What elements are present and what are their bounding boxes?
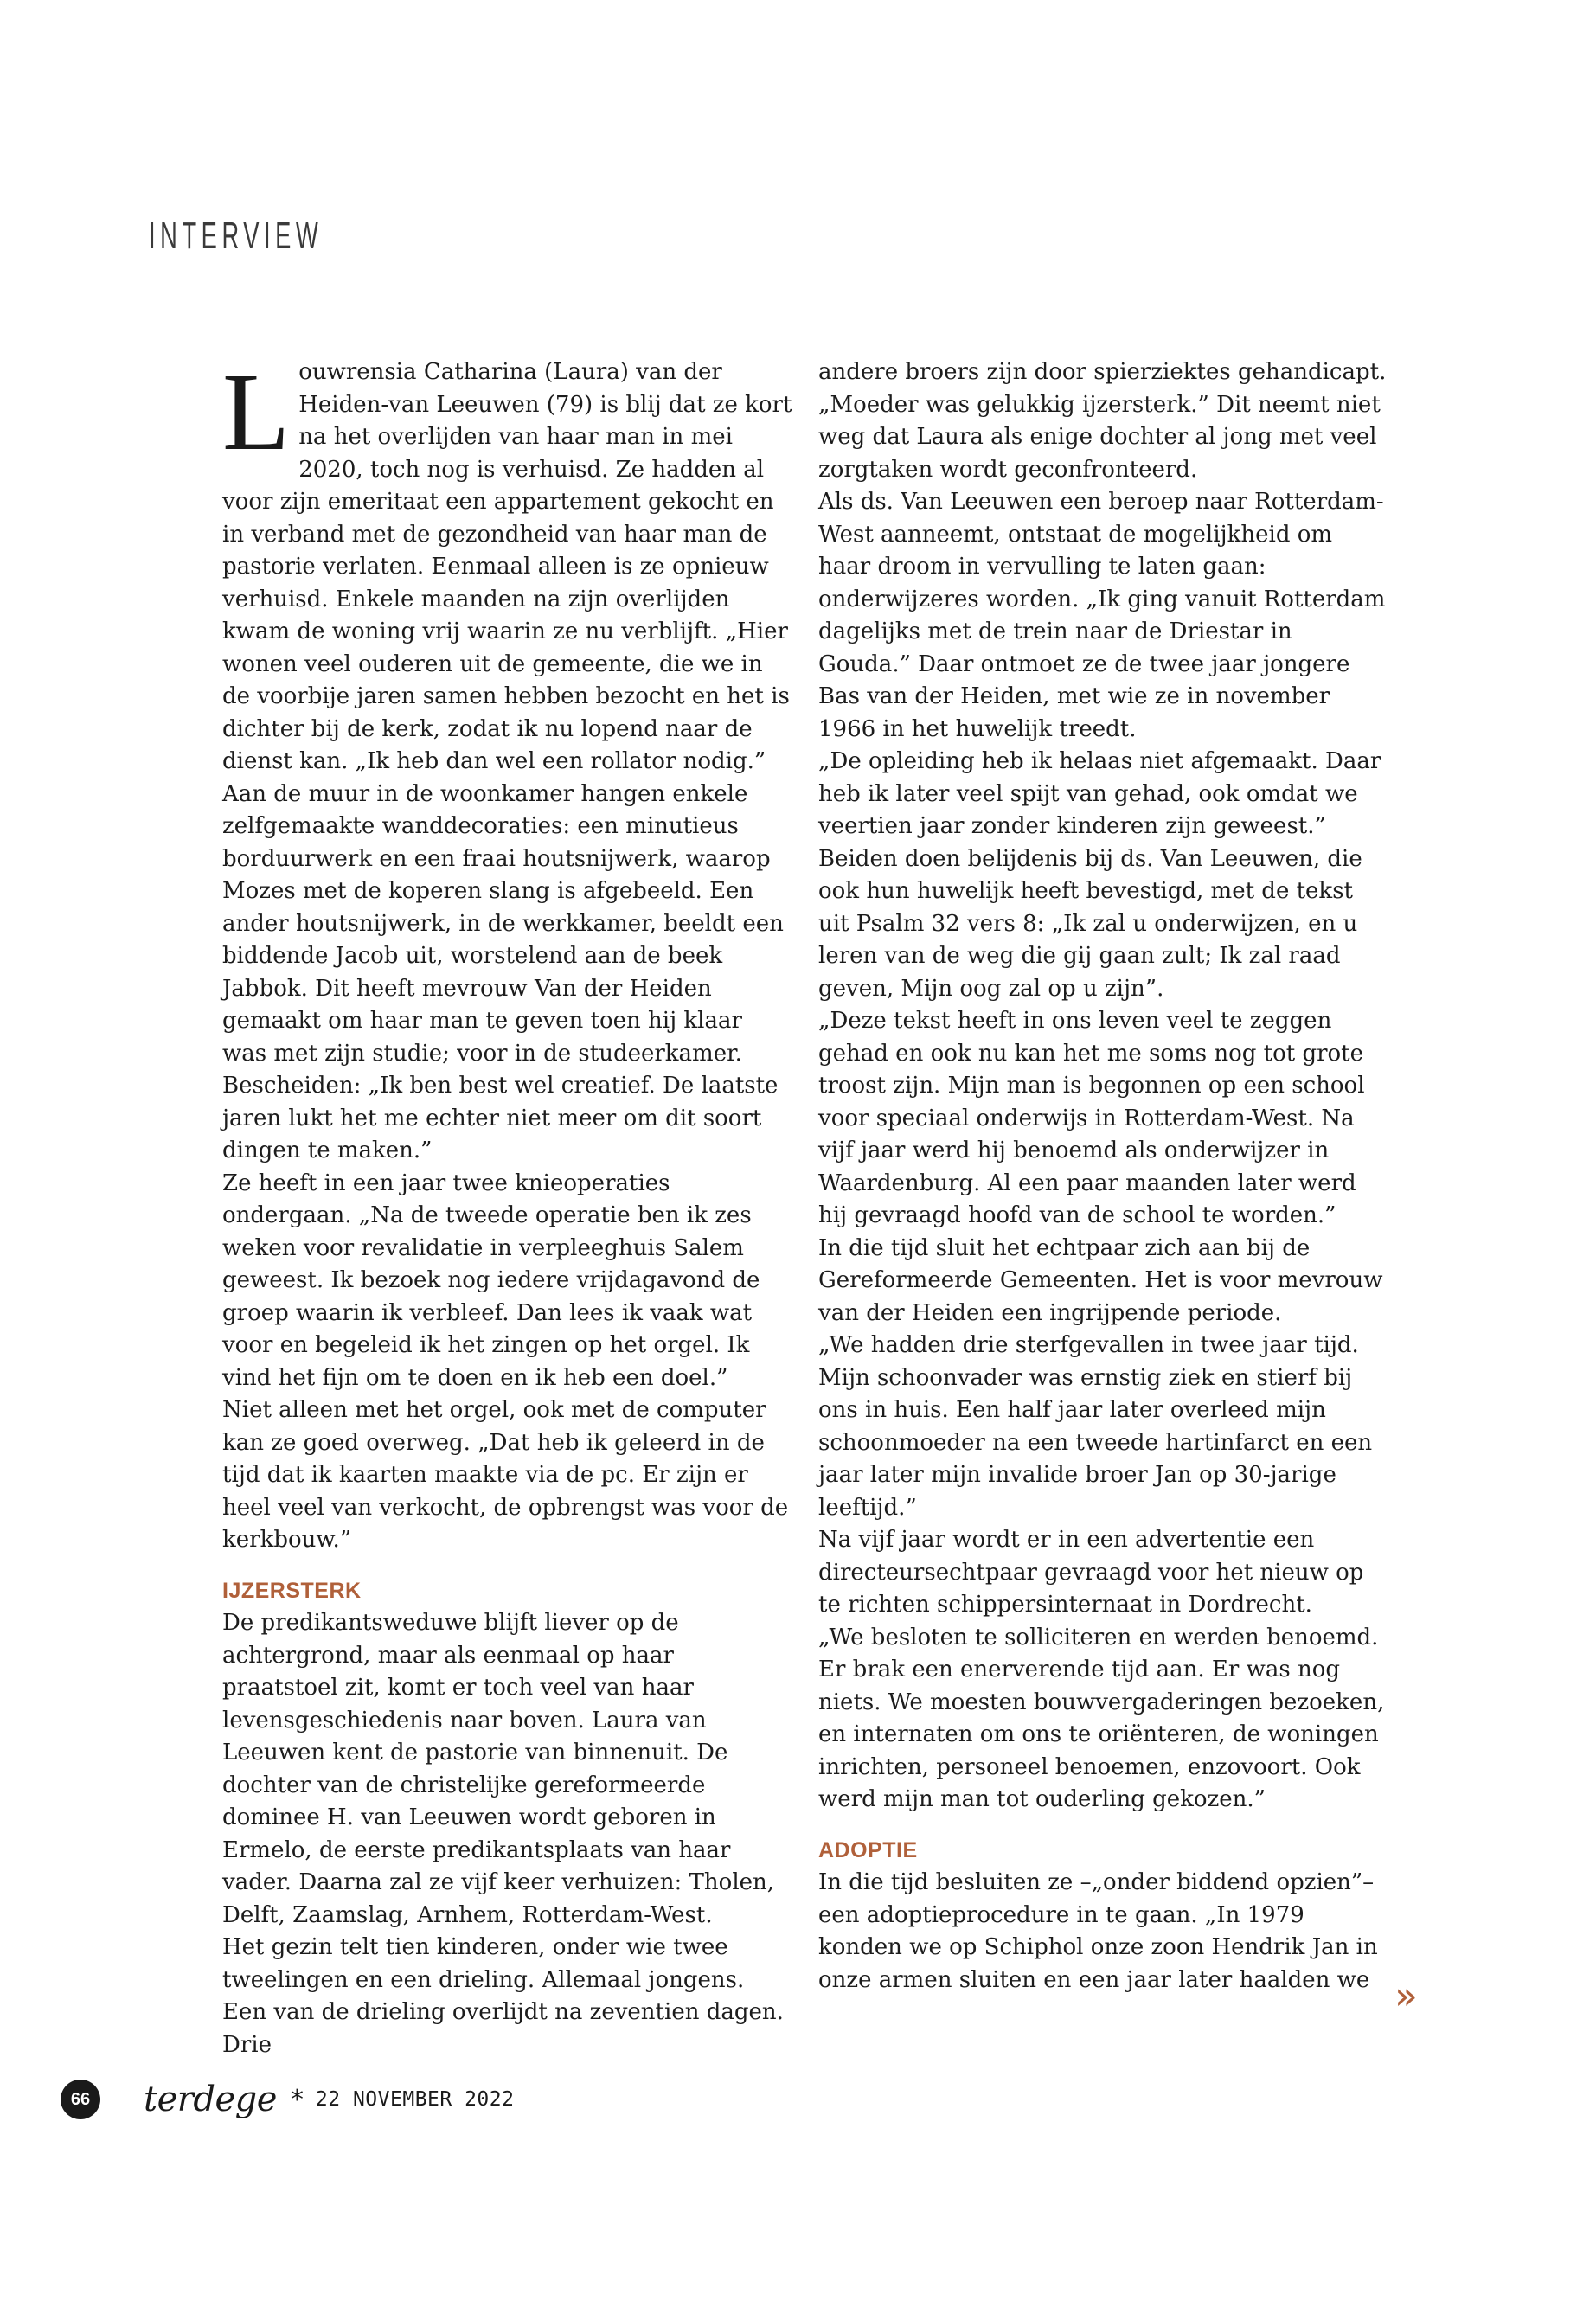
paragraph: „We besloten te solliciteren en werden benoemd. Er brak een enerverende tijd aan. Er was nog niets. We moesten bouwvergaderingen bezoeken, en internaten om ons te oriënteren, de woningen inrichten, personeel benoemen, enzovoort. Ook werd mijn man tot ouderling gekozen.” xyxy=(818,1624,1385,1812)
section-label: INTERVIEW xyxy=(149,215,324,257)
paragraph: „Deze tekst heeft in ons leven veel te zeggen gehad en ook nu kan het me soms nog tot grote troost zijn. Mijn man is begonnen op een school voor speciaal onderwijs in Rotterdam-West. Na vijf jaar werd hij benoemd als onderwijzer in Waardenburg. Al een paar maanden later werd hij gevraagd hoofd van de school te worden.” xyxy=(818,1008,1365,1228)
paragraph: Na vijf jaar wordt er in een advertentie een directeursechtpaar gevraagd voor het nieuw op te richten schippersinternaat in Dordrecht. xyxy=(818,1527,1364,1618)
asterisk-icon: * xyxy=(290,2084,304,2115)
drop-cap: L xyxy=(222,350,291,473)
page-footer xyxy=(61,2078,514,2121)
continue-arrow-icon: » xyxy=(1394,1974,1418,2018)
article-column-right xyxy=(818,356,1389,1997)
paragraph: Niet alleen met het orgel, ook met de computer kan ze goed overweg. „Dat heb ik geleerd in de tijd dat ik kaarten maakte via de pc. Er zijn er heel veel van verkocht, de opbrengst was voor de kerkbouw.” xyxy=(222,1397,789,1553)
paragraph: In die tijd besluiten ze –„onder biddend opzien”– een adoptieprocedure in te gaan. „In 1979 konden we op Schiphol onze zoon Hendrik Jan in onze armen sluiten en een jaar later haalden we xyxy=(818,1869,1378,1993)
paragraph: ouwrensia Catharina (Laura) van der Heiden-van Leeuwen (79) is blij dat ze kort na het overlijden van haar man in mei 2020, toch nog is verhuisd. Ze hadden al voor zijn emeritaat een appartement gekocht en in verband met de gezondheid van haar man de pastorie verlaten. Eenmaal alleen is ze opnieuw verhuisd. Enkele maanden na zijn overlijden kwam de woning vrij waarin ze nu verblijft. „Hier wonen veel ouderen uit de gemeente, die we in de voorbije jaren samen hebben bezocht en het is dichter bij de kerk, zodat ik nu lopend naar de dienst kan. „Ik heb dan wel een rollator nodig.” xyxy=(222,359,792,774)
paragraph: Aan de muur in de woonkamer hangen enkele zelfgemaakte wanddecoraties: een minutieus borduurwerk en een fraai houtsnijwerk, waarop Mozes met de koperen slang is afgebeeld. Een ander houtsnijwerk, in de werkkamer, beeldt een biddende Jacob uit, worstelend aan de beek Jabbok. Dit heeft mevrouw Van der Heiden gemaakt om haar man te geven toen hij klaar was met zijn studie; voor in de studeerkamer. Bescheiden: „Ik ben best wel creatief. De laatste jaren lukt het me echter niet meer om dit soort dingen te maken.” xyxy=(222,780,784,1163)
paragraph: andere broers zijn door spierziektes gehandicapt. „Moeder was gelukkig ijzersterk.” Dit neemt niet weg dat Laura als enige dochter al jong met veel zorgtaken wordt geconfronteerd. xyxy=(818,359,1387,483)
paragraph: „We hadden drie sterfgevallen in twee jaar tijd. Mijn schoonvader was ernstig ziek en stierf bij ons in huis. Een half jaar later overleed mijn schoonmoeder na een tweede hartinfarct en een jaar later mijn invalide broer Jan op 30-jarige leeftijd.” xyxy=(818,1332,1373,1521)
subhead-adoptie: ADOPTIE xyxy=(818,1837,918,1862)
paragraph: Als ds. Van Leeuwen een beroep naar Rotterdam-West aanneemt, ontstaat de mogelijkheid om haar droom in vervulling te laten gaan: onderwijzeres worden. „Ik ging vanuit Rotterdam dagelijks met de trein naar de Driestar in Gouda.” Daar ontmoet ze de twee jaar jongere Bas van der Heiden, met wie ze in november 1966 in het huwelijk treedt. xyxy=(818,489,1386,742)
paragraph: Ze heeft in een jaar twee knieoperaties ondergaan. „Na de tweede operatie ben ik zes weken voor revalidatie in verpleeghuis Salem geweest. Ik bezoek nog iedere vrijdagavond de groep waarin ik verbleef. Dan lees ik vaak wat voor en begeleid ik het zingen op het orgel. Ik vind het fijn om te doen en ik heb een doel.” xyxy=(222,1170,760,1391)
page-number: 66 xyxy=(61,2080,100,2119)
paragraph: Het gezin telt tien kinderen, onder wie twee tweelingen en een drieling. Allemaal jongens. Een van de drieling overlijdt na zeventien dagen. Drie xyxy=(222,1934,784,2058)
brand-logo: terdege xyxy=(144,2080,277,2119)
paragraph: De predikantsweduwe blijft liever op de achtergrond, maar als eenmaal op haar praatstoel zit, komt er toch veel van haar levensgeschiedenis naar boven. Laura van Leeuwen kent de pastorie van binnenuit. De dochter van de christelijke gereformeerde dominee H. van Leeuwen wordt geboren in Ermelo, de eerste predikantsplaats van haar vader. Daarna zal ze vijf keer verhuizen: Tholen, Delft, Zaamslag, Arnhem, Rotterdam-West. xyxy=(222,1610,775,1928)
issue-date: 22 NOVEMBER 2022 xyxy=(315,2088,515,2111)
article-column-left xyxy=(222,350,793,2061)
subhead-ijzersterk: IJZERSTERK xyxy=(222,1578,362,1603)
paragraph: In die tijd sluit het echtpaar zich aan bij de Gereformeerde Gemeenten. Het is voor mevrouw van der Heiden een ingrijpende periode. xyxy=(818,1234,1383,1326)
paragraph: „De opleiding heb ik helaas niet afgemaakt. Daar heb ik later veel spijt van gehad, ook omdat we veertien jaar zonder kinderen zijn geweest.” Beiden doen belijdenis bij ds. Van Leeuwen, die ook hun huwelijk heeft bevestigd, met de tekst uit Psalm 32 vers 8: „Ik zal u onderwijzen, en u leren van de weg die gij gaan zult; Ik zal raad geven, Mijn oog zal op u zijn”. xyxy=(818,748,1381,1002)
